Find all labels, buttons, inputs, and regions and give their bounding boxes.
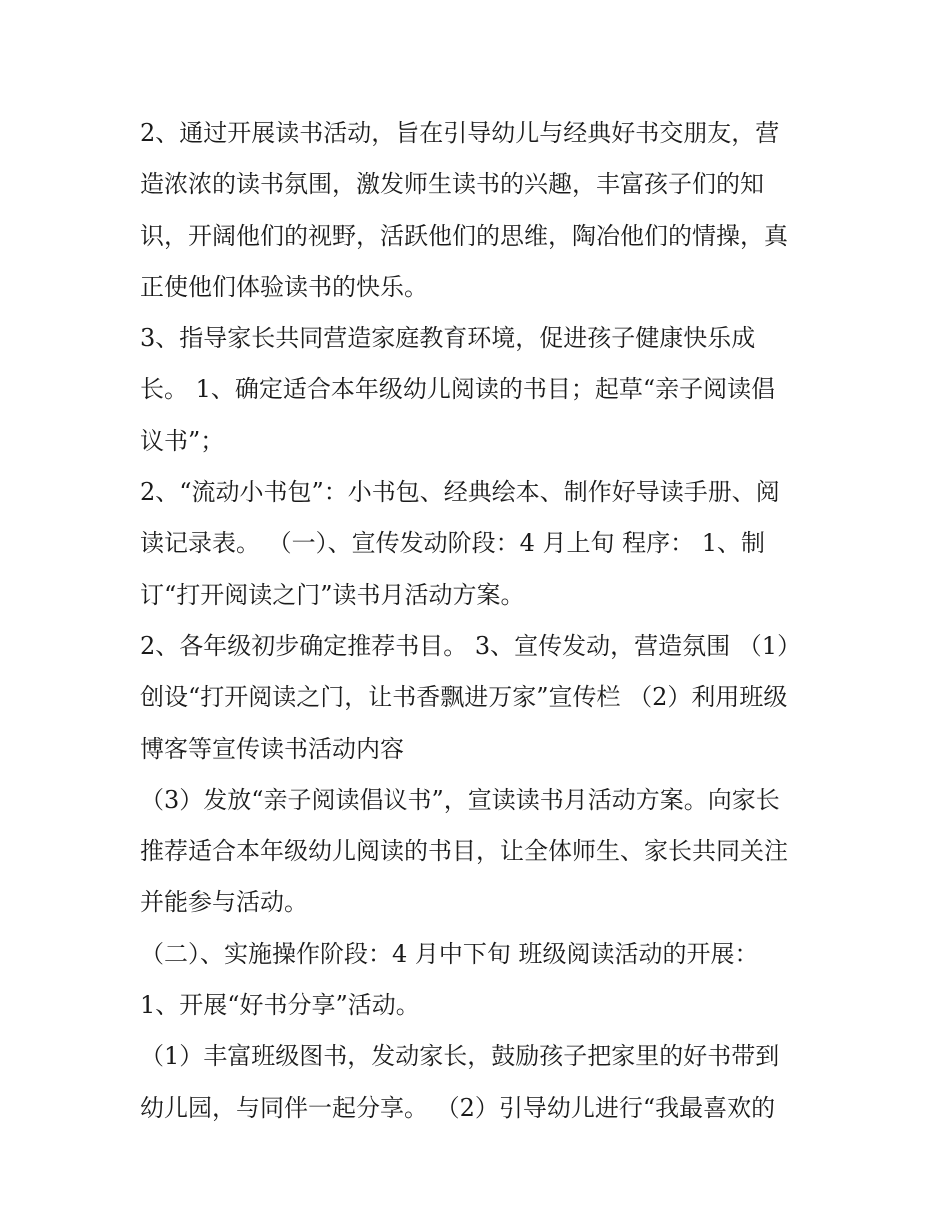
text-line: 幼儿园，与同伴一起分享。 （2）引导幼儿进行“我最喜欢的: [140, 1093, 776, 1122]
text-line: 2、通过开展读书活动，旨在引导幼儿与经典好书交朋友，营: [140, 119, 780, 147]
text-line: 1、开展“好书分享”活动。: [140, 991, 420, 1020]
text-line: 造浓浓的读书氛围，激发师生读书的兴趣，丰富孩子们的知: [140, 170, 764, 199]
text-line: 正使他们体验读书的快乐。: [140, 272, 428, 301]
text-line: 议书”；: [140, 426, 225, 455]
text-line: 3、指导家长共同营造家庭教育环境，促进孩子健康快乐成: [140, 324, 756, 353]
text-line: 2、“流动小书包”：小书包、经典绘本、制作好导读手册、阅: [140, 478, 780, 507]
text-line: 博客等宣传读书活动内容: [140, 734, 404, 763]
text-line: （二）、实施操作阶段：4 月中下旬 班级阅读活动的开展：: [140, 939, 759, 968]
text-line: 创设“打开阅读之门，让书香飘进万家”宣传栏 （2）利用班级: [140, 683, 788, 712]
text-line: （3）发放“亲子阅读倡议书”，宣读读书月活动方案。向家长: [140, 785, 780, 814]
text-line: （1）丰富班级图书，发动家长，鼓励孩子把家里的好书带到: [140, 1042, 780, 1071]
text-line: 推荐适合本年级幼儿阅读的书目，让全体师生、家长共同关注: [140, 837, 788, 866]
text-line: 读记录表。 （一）、宣传发动阶段：4 月上旬 程序： 1、制: [140, 529, 766, 558]
text-line: 订“打开阅读之门”读书月活动方案。: [140, 580, 525, 609]
text-line: 长。 1、确定适合本年级幼儿阅读的书目；起草“亲子阅读倡: [140, 375, 776, 404]
text-line: 2、各年级初步确定推荐书目。 3、宣传发动，营造氛围 （1）: [140, 631, 802, 660]
text-line: 并能参与活动。: [140, 888, 308, 917]
body-text: [140, 108, 820, 1134]
text-line: 识，开阔他们的视野，活跃他们的思维，陶冶他们的情操，真: [140, 221, 788, 250]
